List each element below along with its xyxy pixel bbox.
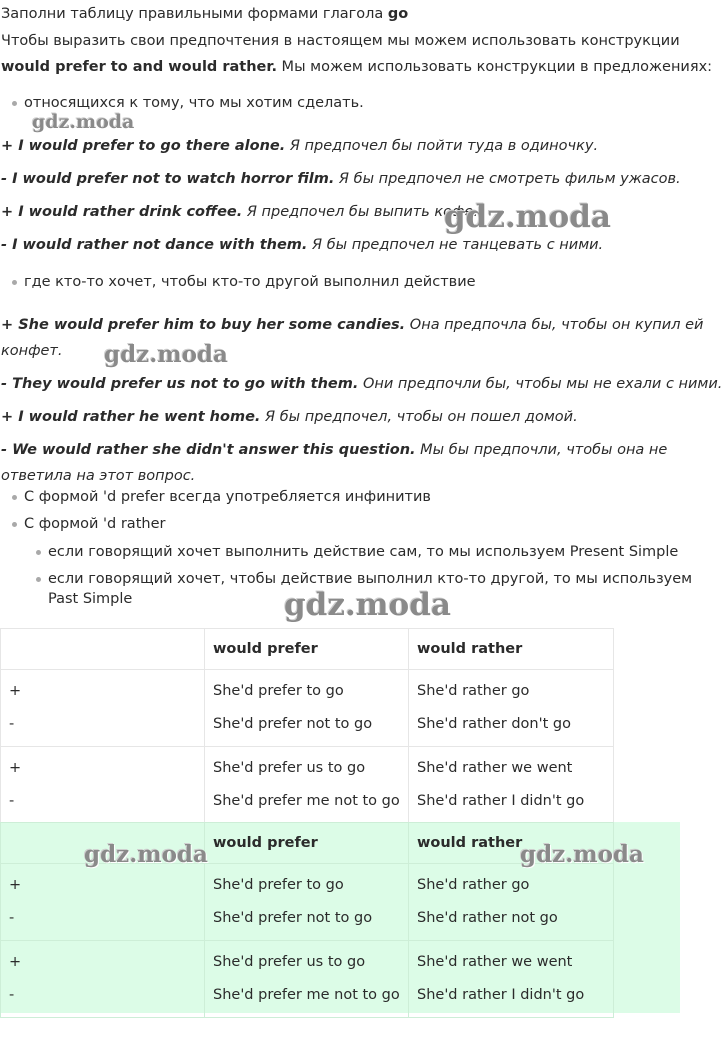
table-row (1, 670, 614, 747)
sign-minus: - (9, 987, 15, 1003)
header-cell-rather: would rather (409, 823, 614, 864)
watermark: gdz.moda (84, 841, 208, 868)
cell-rather: She'd rather I didn't go (417, 793, 585, 809)
example-line: + She would prefer him to buy her some candies. Она предпочла бы, чтобы он купил ей (1, 317, 704, 333)
sign-minus: - (9, 716, 15, 732)
example-line: - I would rather not dance with them. Я бы предпочел не танцевать с ними. (1, 237, 604, 253)
watermark: gdz.moda (444, 199, 611, 235)
sign-plus: + (9, 954, 22, 970)
bullet-wish-self: относящихся к тому, что мы хотим сделать. (24, 95, 364, 111)
cell-rather: She'd rather we went (417, 954, 573, 970)
example-line: - I would prefer not to watch horror film. Я бы предпочел не смотреть фильм ужасов. (1, 171, 681, 187)
rule-prefer: С формой 'd prefer всегда употребляется инфинитив (24, 489, 431, 505)
rule-sub-past: если говорящий хочет, чтобы действие выполнил кто-то другой, то мы используем (48, 571, 693, 587)
example-line: - They would prefer us not to go with them. Они предпочли бы, чтобы мы не ехали с ними. (1, 376, 722, 392)
sign-minus: - (9, 910, 15, 926)
rule-sub-present: если говорящий хочет выполнить действие сам, то мы используем Present Simple (48, 544, 679, 560)
cell-rather: She'd rather we went (417, 760, 573, 776)
intro-line-1: Чтобы выразить свои предпочтения в настоящем мы можем использовать конструкции (1, 33, 680, 49)
sign-plus: + (9, 877, 22, 893)
cell-prefer: She'd prefer me not to go (213, 987, 400, 1003)
intro-line-2: would prefer to and would rather. Мы можем использовать конструкции в предложениях: (1, 59, 713, 75)
example-line-continued: ответила на этот вопрос. (1, 468, 196, 484)
watermark: gdz.moda (520, 841, 644, 868)
sign-minus: - (9, 793, 15, 809)
table-row (1, 941, 614, 1018)
header-cell-prefer: would prefer (205, 823, 409, 864)
sign-plus: + (9, 760, 22, 776)
header-cell-rather: would rather (409, 629, 614, 670)
cell-prefer: She'd prefer us to go (213, 954, 366, 970)
cell-prefer: She'd prefer not to go (213, 716, 373, 732)
example-line-continued: конфет. (1, 343, 63, 359)
header-cell-prefer: would prefer (205, 629, 409, 670)
cell-rather: She'd rather I didn't go (417, 987, 585, 1003)
cell-rather: She'd rather go (417, 683, 530, 699)
example-line: - We would rather she didn't answer this question. Мы бы предпочли, чтобы она не (1, 442, 668, 458)
example-line: + I would prefer to go there alone. Я предпочел бы пойти туда в одиночку. (1, 138, 599, 154)
sign-plus: + (9, 683, 22, 699)
cell-prefer: She'd prefer to go (213, 877, 344, 893)
example-line: + I would rather drink coffee. Я предпочел бы выпить кофе. (1, 204, 478, 220)
task-title: Заполни таблицу правильными формами глагола go (1, 6, 409, 22)
cell-prefer: She'd prefer me not to go (213, 793, 400, 809)
watermark: gdz.moda (32, 111, 135, 133)
bullet-wish-other: где кто-то хочет, чтобы кто-то другой выполнил действие (24, 274, 476, 290)
header-cell-empty (1, 629, 205, 670)
cell-prefer: She'd prefer us to go (213, 760, 366, 776)
table-row (1, 747, 614, 824)
rule-sub-past-continued: Past Simple (48, 591, 133, 607)
cell-rather: She'd rather not go (417, 910, 558, 926)
cell-rather: She'd rather don't go (417, 716, 571, 732)
cell-rather: She'd rather go (417, 877, 530, 893)
example-line: + I would rather he went home. Я бы предпочел, чтобы он пошел домой. (1, 409, 578, 425)
cell-prefer: She'd prefer to go (213, 683, 344, 699)
cell-prefer: She'd prefer not to go (213, 910, 373, 926)
watermark: gdz.moda (284, 587, 451, 623)
table-row (1, 864, 614, 941)
task-table (0, 628, 614, 824)
watermark: gdz.moda (104, 341, 228, 368)
rule-rather: С формой 'd rather (24, 516, 166, 532)
